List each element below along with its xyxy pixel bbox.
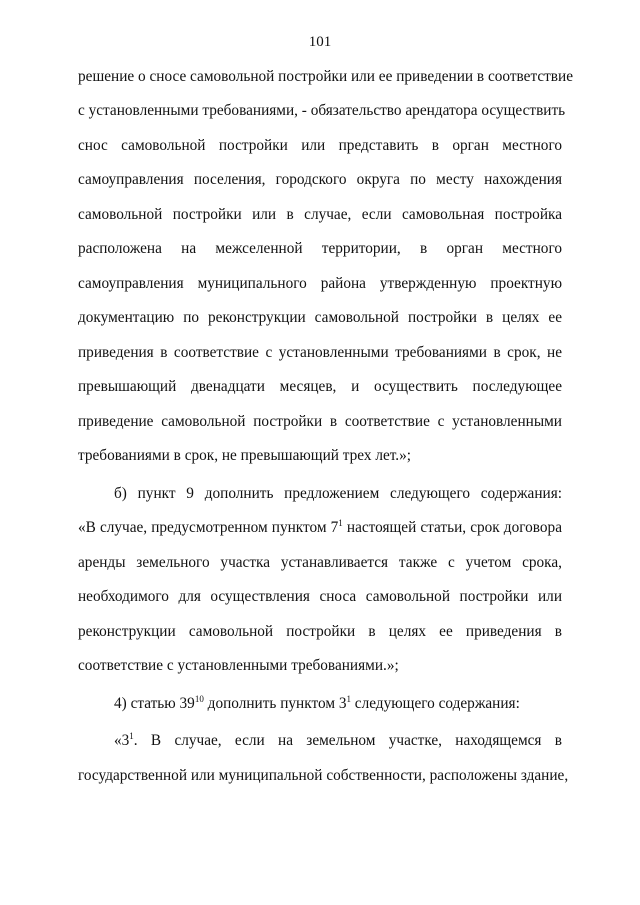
paragraph-first-line: б) пункт 9 дополнить предложением следующего содержания: xyxy=(114,485,562,502)
text-line: государственной или муниципальной собственности, расположены здание, xyxy=(78,767,569,784)
text-line: приведения в соответствие с установленными требованиями в срок, не xyxy=(78,344,562,361)
text-segment: . В случае, если на земельном участке, находящемся в xyxy=(133,732,562,749)
text-line: требованиями в срок, не превышающий трех лет.»; xyxy=(78,447,412,464)
text-segment: «3 xyxy=(114,732,130,749)
text-line: превышающий двенадцати месяцев, и осуществить последующее xyxy=(78,378,562,395)
superscript: 1 xyxy=(338,518,343,528)
text-line: решение о сносе самовольной постройки или ее приведении в соответствие xyxy=(78,68,573,85)
text-segment: дополнить пунктом 3 xyxy=(203,695,347,712)
text-line-with-superscript xyxy=(78,517,562,539)
text-line: с установленными требованиями, - обязательство арендатора осуществить xyxy=(78,102,566,119)
text-line: реконструкции самовольной постройки в целях ее приведения в xyxy=(78,623,562,640)
text-line: расположена на межселенной территории, в орган местного xyxy=(78,240,562,257)
text-segment: настоящей статьи, срок договора xyxy=(342,519,562,536)
page-number: 101 xyxy=(308,34,332,50)
text-line: самовольной постройки или в случае, если самовольная постройка xyxy=(78,206,562,223)
text-segment: следующего содержания: xyxy=(350,695,520,712)
text-segment: 4) статью 39 xyxy=(114,695,195,712)
text-line: аренды земельного участка устанавливается также с учетом срока, xyxy=(78,554,562,571)
text-line-with-superscript xyxy=(114,730,562,752)
superscript: 10 xyxy=(194,694,204,704)
text-segment: «В случае, предусмотренном пунктом 7 xyxy=(78,519,339,536)
superscript: 1 xyxy=(346,694,351,704)
text-line-with-superscript xyxy=(114,693,562,715)
text-line: соответствие с установленными требованиями.»; xyxy=(78,657,399,674)
superscript: 1 xyxy=(129,731,134,741)
text-line: документацию по реконструкции самовольной постройки в целях ее xyxy=(78,309,562,326)
text-line: снос самовольной постройки или представить в орган местного xyxy=(78,137,562,154)
text-line: приведение самовольной постройки в соответствие с установленными xyxy=(78,413,562,430)
text-line: необходимого для осуществления сноса самовольной постройки или xyxy=(78,588,562,605)
text-line: самоуправления поселения, городского округа по месту нахождения xyxy=(78,171,562,188)
text-line: самоуправления муниципального района утвержденную проектную xyxy=(78,275,562,292)
